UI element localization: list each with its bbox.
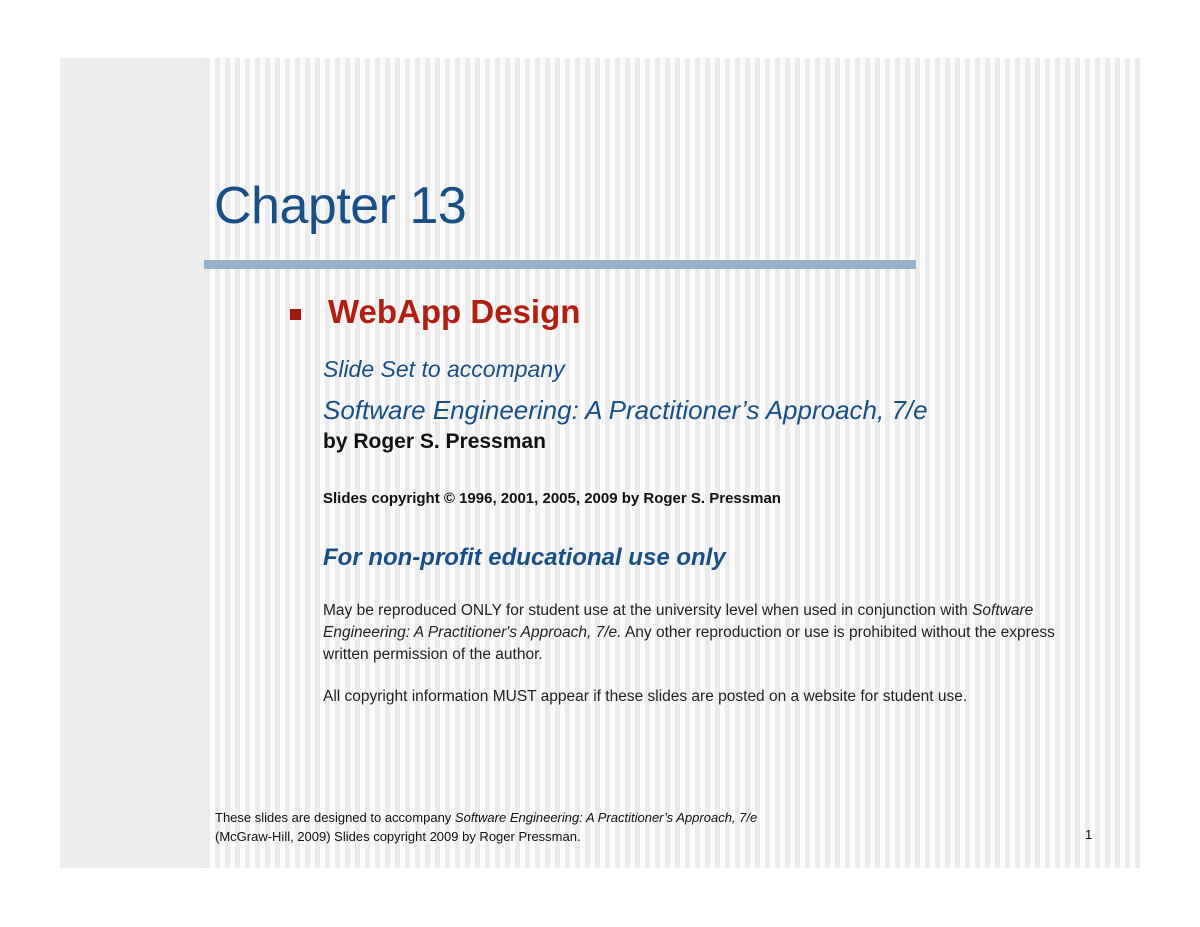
usage-notice: For non-profit educational use only xyxy=(323,544,726,571)
reproduction-text-end: Any other reproduction or use is prohibited without the express written permission of the author. xyxy=(323,624,1055,663)
author-byline: by Roger S. Pressman xyxy=(323,430,546,453)
slide-footer xyxy=(215,808,757,846)
title-underline xyxy=(204,260,916,269)
footer-line-1 xyxy=(215,808,757,827)
reproduction-text-start: May be reproduced ONLY for student use at the university level when used in conjunction with xyxy=(323,602,973,619)
footer-prefix: These slides are designed to accompany xyxy=(215,810,455,825)
reproduction-book-title: Software Engineering: A Practitioner's Approach, 7/e. xyxy=(323,602,1034,641)
bullet-heading: WebApp Design xyxy=(328,293,581,330)
slide xyxy=(60,58,1140,868)
copyright-line: Slides copyright © 1996, 2001, 2005, 2009 by Roger S. Pressman xyxy=(323,490,781,507)
slide-title: Chapter 13 xyxy=(214,177,467,235)
footer-book-title: Software Engineering: A Practitioner’s Approach, 7/e xyxy=(454,810,758,825)
website-notice-paragraph: All copyright information MUST appear if these slides are posted on a website for student use. xyxy=(323,688,968,705)
book-title: Software Engineering: A Practitioner’s Approach, 7/e xyxy=(323,395,928,425)
square-bullet-icon xyxy=(290,309,301,320)
slide-set-label: Slide Set to accompany xyxy=(323,356,565,382)
reproduction-paragraph xyxy=(323,600,1083,666)
footer-line-2: (McGraw-Hill, 2009) Slides copyright 2009 by Roger Pressman. xyxy=(215,829,581,844)
page-number: 1 xyxy=(1085,827,1093,842)
